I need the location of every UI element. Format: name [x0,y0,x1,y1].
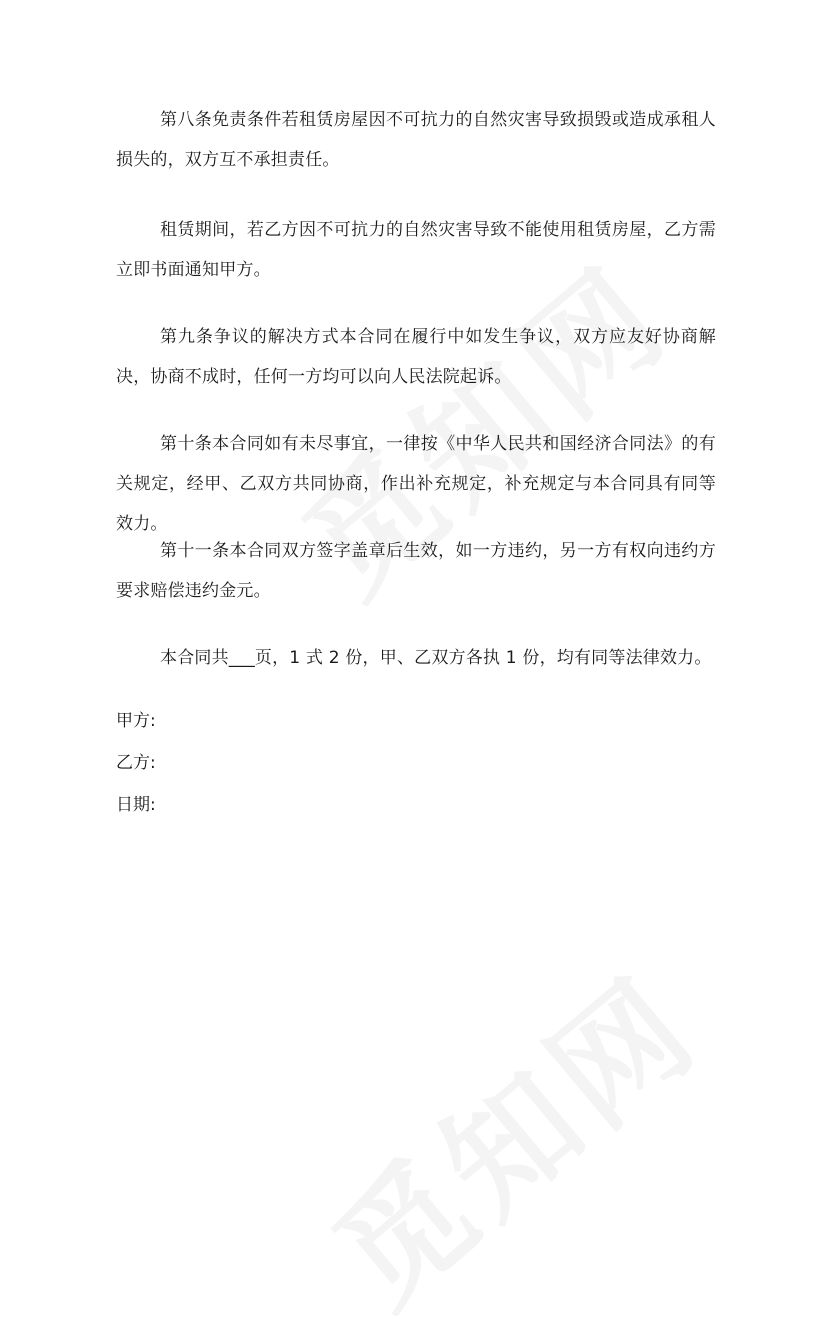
paragraph-article-8: 第八条免责条件若租赁房屋因不可抗力的自然灾害导致损毁或造成承租人损失的，双方互不承担责任。 [116,110,716,170]
paragraph-copies: 本合同共___页，1 式 2 份，甲、乙双方各执 1 份，均有同等法律效力。 [160,648,712,668]
paragraph-article-9: 第九条争议的解决方式本合同在履行中如发生争议，双方应友好协商解决，协商不成时，任何一方均可以向人民法院起诉。 [116,327,716,387]
paragraph-article-10: 第十条本合同如有未尽事宜，一律按《中华人民共和国经济合同法》的有关规定，经甲、乙双方共同协商，作出补充规定，补充规定与本合同具有同等效力。 [116,434,716,534]
paragraph-article-11: 第十一条本合同双方签字盖章后生效，如一方违约，另一方有权向违约方要求赔偿违约金元。 [116,541,716,601]
signature-party-b: 乙方: [116,753,156,773]
signature-date: 日期: [116,795,156,815]
paragraph-force-majeure-notice: 租赁期间，若乙方因不可抗力的自然灾害导致不能使用租赁房屋，乙方需立即书面通知甲方。 [116,220,716,280]
signature-party-a: 甲方: [116,711,156,731]
watermark-bottom [289,927,731,1340]
